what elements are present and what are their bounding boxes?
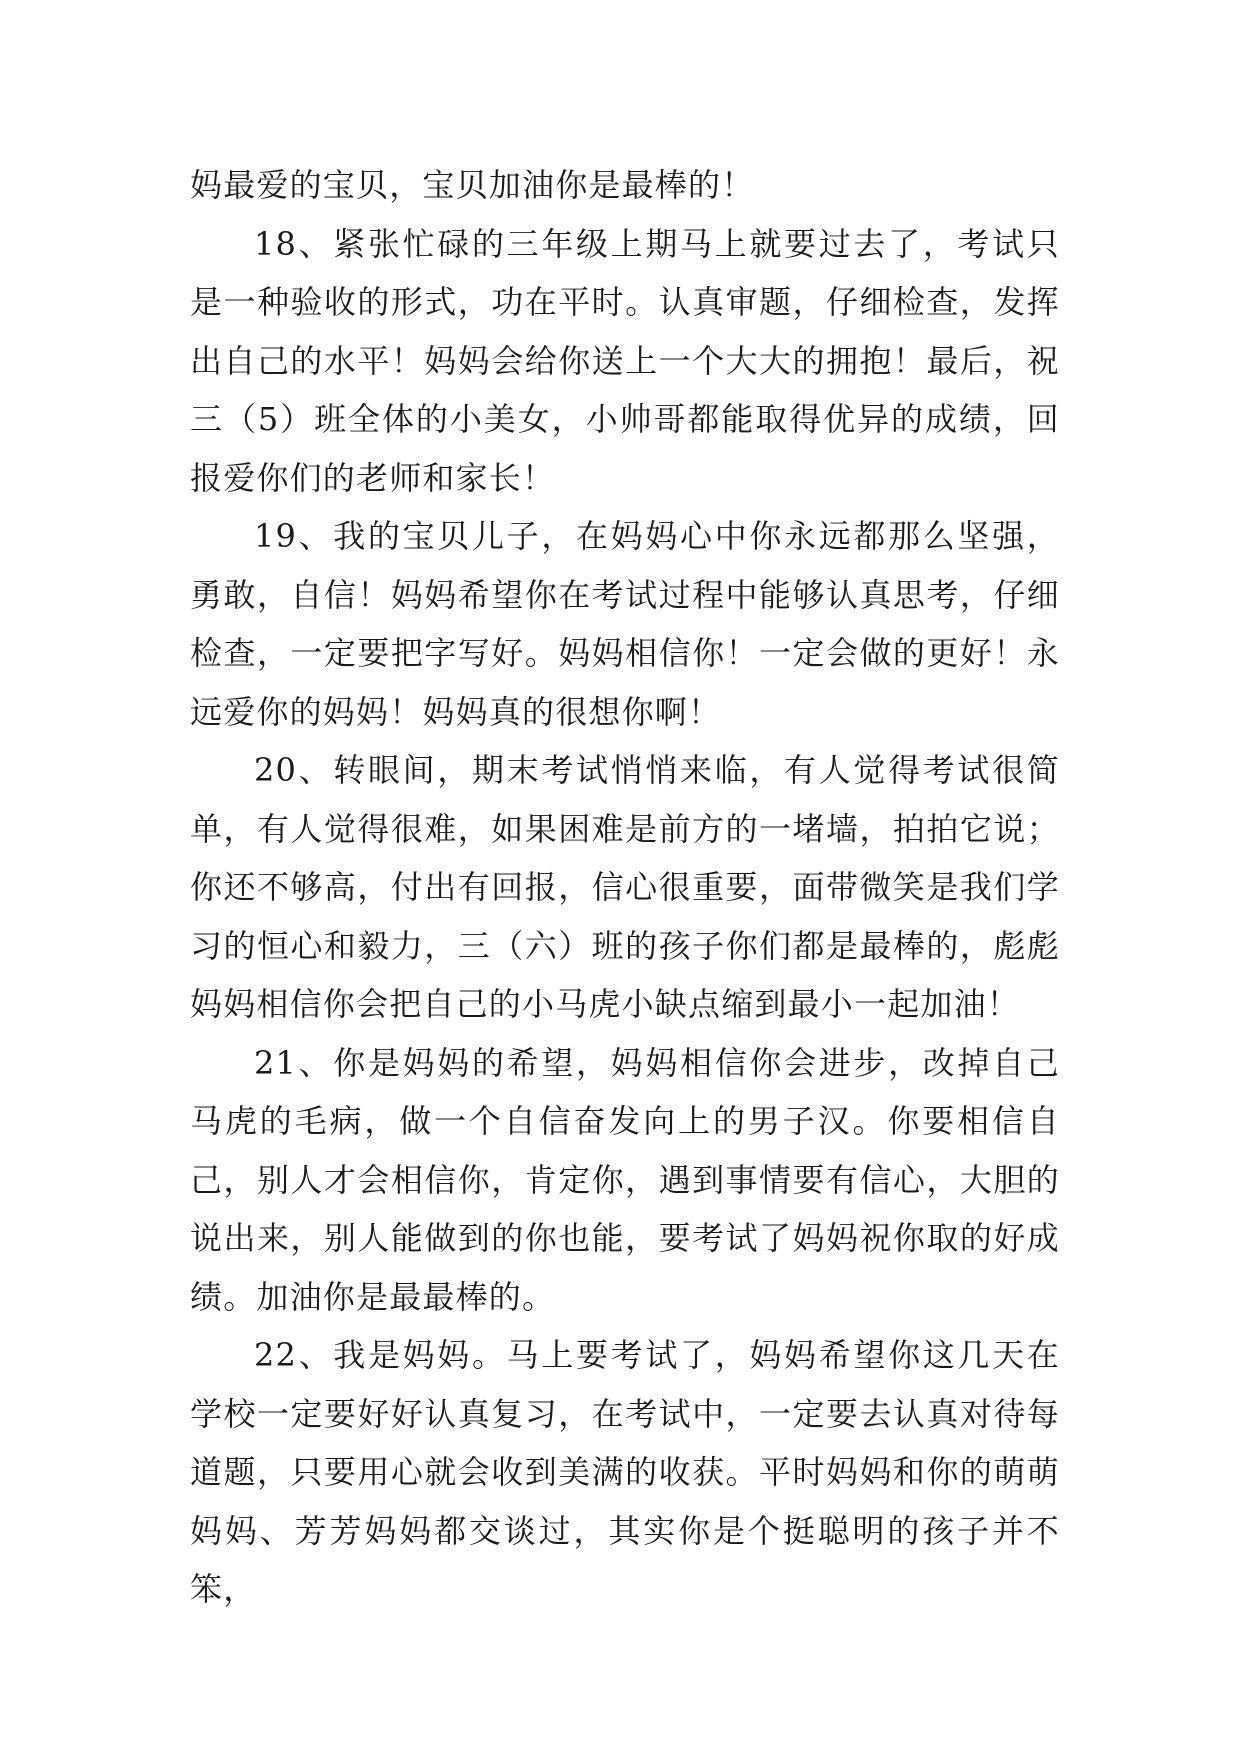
paragraph-20: 20、转眼间，期末考试悄悄来临，有人觉得考试很简单，有人觉得很难，如果困难是前方的一堵墙，拍拍它说；你还不够高，付出有回报，信心很重要，面带微笑是我们学习的恒心和毅力，三（六）班的孩子你们都是最棒的，彪彪妈妈相信你会把自己的小马虎小缺点缩到最小一起加油！ (190, 751, 1060, 1023)
paragraph-22: 22、我是妈妈。马上要考试了，妈妈希望你这几天在学校一定要好好认真复习，在考试中，一定要去认真对待每道题，只要用心就会收到美满的收获。平时妈妈和你的萌萌妈妈、芳芳妈妈都交谈过，其实你是个挺聪明的孩子并不笨， (190, 1336, 1060, 1608)
paragraph-21: 21、你是妈妈的希望，妈妈相信你会进步，改掉自己马虎的毛病，做一个自信奋发向上的男子汉。你要相信自己，别人才会相信你，肯定你，遇到事情要有信心，大胆的说出来，别人能做到的你也能，要考试了妈妈祝你取的好成绩。加油你是最最棒的。 (190, 1043, 1060, 1316)
paragraph-18: 18、紧张忙碌的三年级上期马上就要过去了，考试只是一种验收的形式，功在平时。认真审题，仔细检查，发挥出自己的水平！妈妈会给你送上一个大大的拥抱！最后，祝三（5）班全体的小美女，小帅哥都能取得优异的成绩，回报爱你们的老师和家长！ (190, 224, 1060, 497)
document-body (190, 156, 1060, 1619)
paragraph-19: 19、我的宝贝儿子，在妈妈心中你永远都那么坚强，勇敢，自信！妈妈希望你在考试过程中能够认真思考，仔细检查，一定要把字写好。妈妈相信你！一定会做的更好！永远爱你的妈妈！妈妈真的很想你啊！ (190, 517, 1060, 731)
paragraph-continuation: 妈最爱的宝贝，宝贝加油你是最棒的！ (190, 166, 755, 204)
